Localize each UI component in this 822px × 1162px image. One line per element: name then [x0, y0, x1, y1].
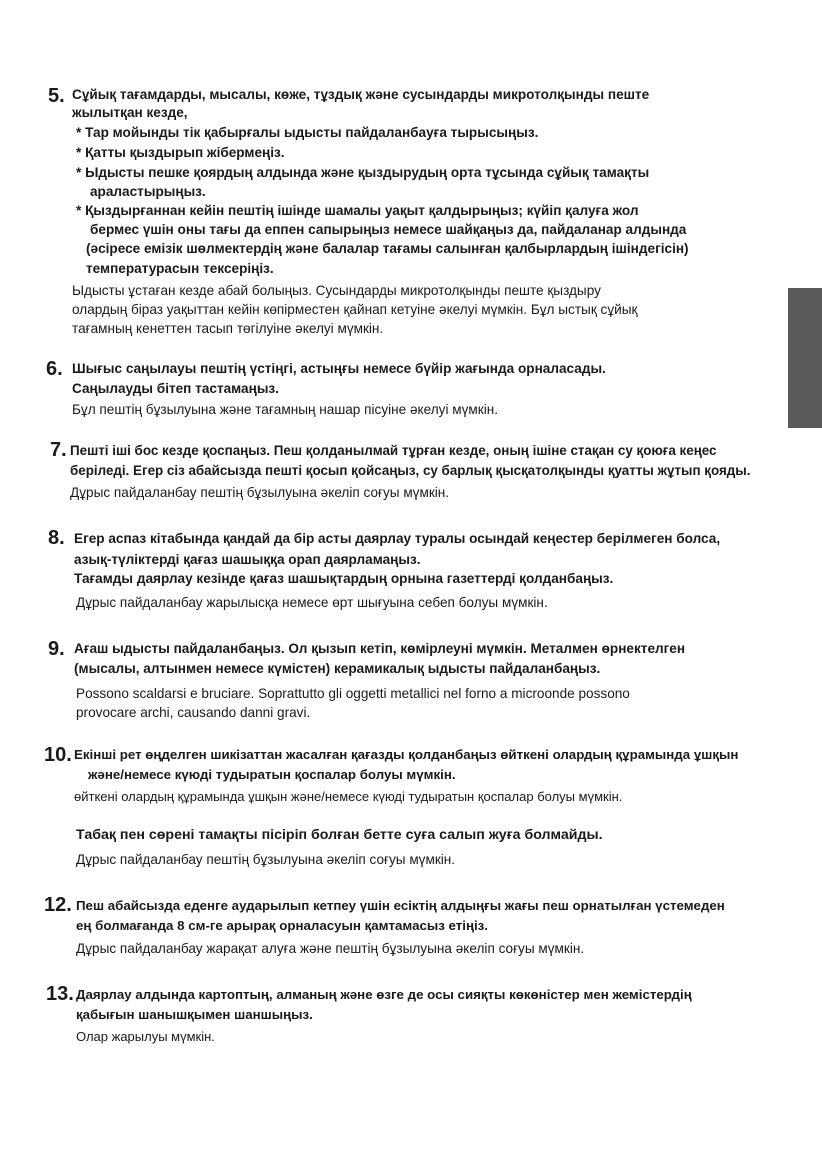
item-text-line: Екінші рет өңделген шикізаттан жасалған қағазды қолданбаңыз өйткені олардың құрамында ұшқын [74, 747, 739, 762]
item-note-line: Дұрыс пайдаланбау пештің бұзылуына әкеліп соғуы мүмкін. [76, 852, 456, 867]
item-note-line: тағамның кенеттен тасып төгілуіне әкелуі мүмкін. [72, 321, 384, 336]
item-text-line: жылытқан кезде, [72, 105, 188, 120]
item-note-line: Дұрыс пайдаланбау пештің бұзылуына әкеліп соғуы мүмкін. [70, 485, 450, 500]
item-text-line: Сұйық тағамдарды, мысалы, көже, тұздық және сусындарды микротолқынды пеште [72, 87, 650, 102]
item-text-line: Табақ пен сөрені тамақты пісіріп болған бетте суға салып жуға болмайды. [76, 827, 603, 843]
item-text-line: Шығыс саңылауы пештің үстіңгі, астыңғы немесе бүйір жағында орналасады. [72, 361, 606, 376]
item-number: 13. [46, 983, 74, 1005]
item-number: 6. [46, 358, 63, 380]
item-number: 5. [48, 85, 65, 107]
item-text-line: беріледі. Егер сіз абайсызда пешті қосып қойсаңыз, су барлық қысқатолқынды қуатты жұтып қояды. [70, 463, 751, 478]
item-number: 12. [44, 894, 72, 916]
item-note-line: Олар жарылуы мүмкін. [76, 1029, 215, 1044]
item-note-line: provocare archi, causando danni gravi. [76, 705, 311, 720]
item-text-line: Даярлау алдында картоптың, алманың және өзге де осы сияқты көкөністер мен жемістердің [76, 987, 692, 1002]
item-text-line: азық-түліктерді қағаз шашыққа орап даярламаңыз. [74, 552, 421, 567]
item-text-line: ең болмағанда 8 см-ге арырақ орналасуын қамтамасыз етіңіз. [76, 918, 488, 933]
item-text-line: Егер аспаз кітабында қандай да бір асты даярлау туралы осындай кеңестер берілмеген болса, [74, 531, 721, 546]
item-text-line: * Тар мойынды тік қабырғалы ыдысты пайдаланбауға тырысыңыз. [76, 125, 539, 140]
item-note-line: Possono scaldarsi e bruciare. Soprattutto gli oggetti metallici nel forno a microonde possono [76, 686, 630, 701]
item-text-line: бермес үшін оны тағы да еппен сапырыңыз немесе шайқаңыз да, пайдаланар алдында [90, 222, 687, 237]
item-number: 7. [50, 439, 67, 461]
item-text-line: * Қыздырғаннан кейін пештің ішінде шамалы уақыт қалдырыңыз; күйіп қалуға жол [76, 203, 639, 218]
item-note-line: олардың біраз уақыттан кейін көпірместен қайнап кетуіне әкелуі мүмкін. Бұл ыстық сұйық [72, 302, 638, 317]
item-note-line: Ыдысты ұстаған кезде абай болыңыз. Сусындарды микротолқынды пеште қыздыру [72, 283, 601, 298]
item-note-line: өйткені олардың құрамында ұшқын және/немесе күюді тудыратын қоспалар болуы мүмкін. [74, 789, 623, 804]
item-text-line: Пешті іші бос кезде қоспаңыз. Пеш қолданылмай тұрған кезде, оның ішіне стақан су қоюға кеңес [70, 443, 717, 458]
item-text-line: температурасын тексеріңіз. [86, 261, 274, 276]
item-text-line: * Ыдысты пешке қоярдың алдында және қыздырудың орта тұсында сұйық тамақты [76, 165, 650, 180]
item-number: 8. [48, 527, 65, 549]
item-number: 10. [44, 744, 72, 766]
item-text-line: (әсіресе емізік шөлмектердің және балалар тағамы салынған қалбырлардың ішіндегісін) [86, 241, 689, 256]
item-number: 9. [48, 638, 65, 660]
item-text-line: араластырыңыз. [90, 184, 206, 199]
item-text-line: және/немесе күюді тудыратын қоспалар болуы мүмкін. [88, 767, 456, 782]
item-text-line: қабығын шанышқымен шаншыңыз. [76, 1007, 313, 1022]
item-note-line: Дұрыс пайдаланбау жарылысқа немесе өрт шығуына себеп болуы мүмкін. [76, 595, 548, 610]
item-text-line: * Қатты қыздырып жібермеңіз. [76, 145, 285, 160]
item-note-line: Бұл пештің бұзылуына және тағамның нашар пісуіне әкелуі мүмкін. [72, 402, 499, 417]
item-text-line: Тағамды даярлау кезінде қағаз шашықтардың орнына газеттерді қолданбаңыз. [74, 571, 614, 586]
item-text-line: Саңылауды бітеп тастамаңыз. [72, 381, 279, 396]
item-text-line: Ағаш ыдысты пайдаланбаңыз. Ол қызып кетіп, көмірлеуні мүмкін. Металмен өрнектелген [74, 641, 686, 656]
item-note-line: Дұрыс пайдаланбау жарақат алуға және пештің бұзылуына әкеліп соғуы мүмкін. [76, 941, 585, 956]
section-tab [788, 288, 822, 428]
item-text-line: Пеш абайсызда еденге аударылып кетпеу үшін есіктің алдыңғы жағы пеш орнатылған үстемеден [76, 898, 725, 913]
item-text-line: (мысалы, алтынмен немесе күмістен) керамикалық ыдысты пайдаланбаңыз. [74, 661, 601, 676]
